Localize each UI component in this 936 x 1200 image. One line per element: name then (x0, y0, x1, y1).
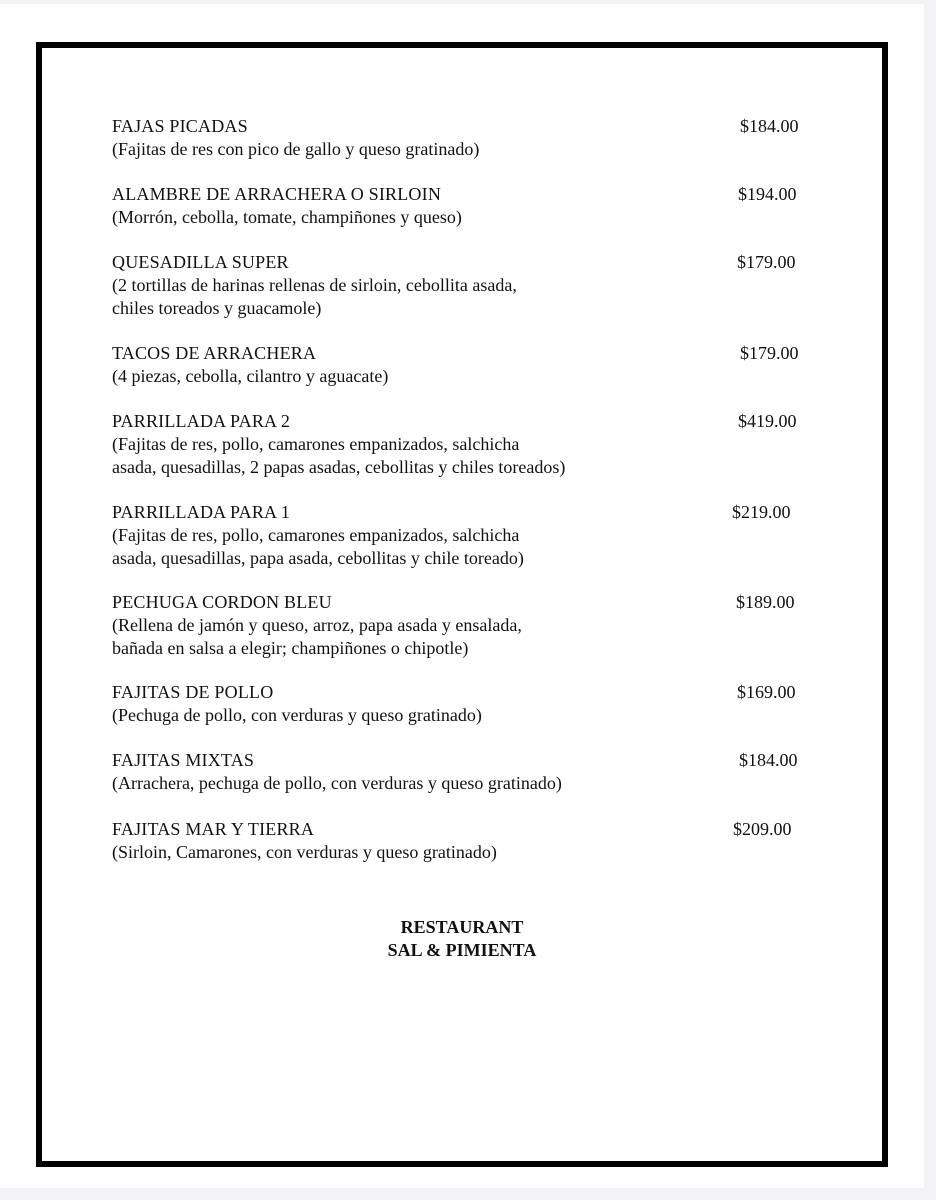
item-name: TACOS DE ARRACHERA (112, 343, 317, 363)
item-description: (4 piezas, cebolla, cilantro y aguacate) (112, 366, 389, 386)
item-name: PECHUGA CORDON BLEU (112, 592, 332, 612)
item-price: $184.00 (740, 116, 799, 136)
item-price: $194.00 (738, 184, 797, 204)
menu-item (112, 681, 812, 727)
item-description: (Rellena de jamón y queso, arroz, papa asada y ensalada, bañada en salsa a elegir; champiñones o chipotle) (112, 615, 522, 658)
item-description: (Fajitas de res, pollo, camarones empanizados, salchicha asada, quesadillas, 2 papas asadas, cebollitas y chiles toreados) (112, 434, 566, 477)
item-price: $219.00 (732, 502, 791, 522)
item-name: FAJITAS MIXTAS (112, 750, 255, 770)
menu-item (112, 591, 812, 660)
restaurant-name-line2: SAL & PIMIENTA (387, 940, 537, 960)
item-description: (2 tortillas de harinas rellenas de sirloin, cebollita asada, chiles toreados y guacamole) (112, 275, 517, 318)
menu-item (112, 183, 812, 229)
item-description: (Morrón, cebolla, tomate, champiñones y queso) (112, 207, 462, 227)
item-name: QUESADILLA SUPER (112, 252, 289, 272)
item-price: $179.00 (740, 343, 799, 363)
restaurant-name (42, 916, 882, 962)
menu-item (112, 501, 812, 570)
item-description: (Fajitas de res, pollo, camarones empanizados, salchicha asada, quesadillas, papa asada, cebollitas y chile toreado) (112, 525, 524, 568)
item-price: $419.00 (738, 411, 797, 431)
menu-item (112, 410, 812, 479)
item-price: $189.00 (736, 592, 795, 612)
item-description: (Sirloin, Camarones, con verduras y queso gratinado) (112, 842, 497, 862)
item-description: (Pechuga de pollo, con verduras y queso gratinado) (112, 705, 482, 725)
item-name: FAJAS PICADAS (112, 116, 248, 136)
item-price: $184.00 (739, 750, 798, 770)
item-description: (Fajitas de res con pico de gallo y queso gratinado) (112, 139, 480, 159)
menu-item (112, 115, 812, 161)
menu-item (112, 818, 812, 864)
menu-item (112, 342, 812, 388)
item-name: PARRILLADA PARA 2 (112, 411, 291, 431)
item-name: FAJITAS MAR Y TIERRA (112, 819, 315, 839)
item-price: $169.00 (737, 682, 796, 702)
item-price: $209.00 (733, 819, 792, 839)
menu-border-frame (36, 42, 888, 1167)
item-name: ALAMBRE DE ARRACHERA O SIRLOIN (112, 184, 442, 204)
item-price: $179.00 (737, 252, 796, 272)
item-name: PARRILLADA PARA 1 (112, 502, 291, 522)
restaurant-name-line1: RESTAURANT (400, 917, 524, 937)
item-description: (Arrachera, pechuga de pollo, con verduras y queso gratinado) (112, 773, 562, 793)
menu-item (112, 749, 812, 795)
menu-page (0, 4, 924, 1188)
item-name: FAJITAS DE POLLO (112, 682, 274, 702)
menu-item (112, 251, 812, 320)
